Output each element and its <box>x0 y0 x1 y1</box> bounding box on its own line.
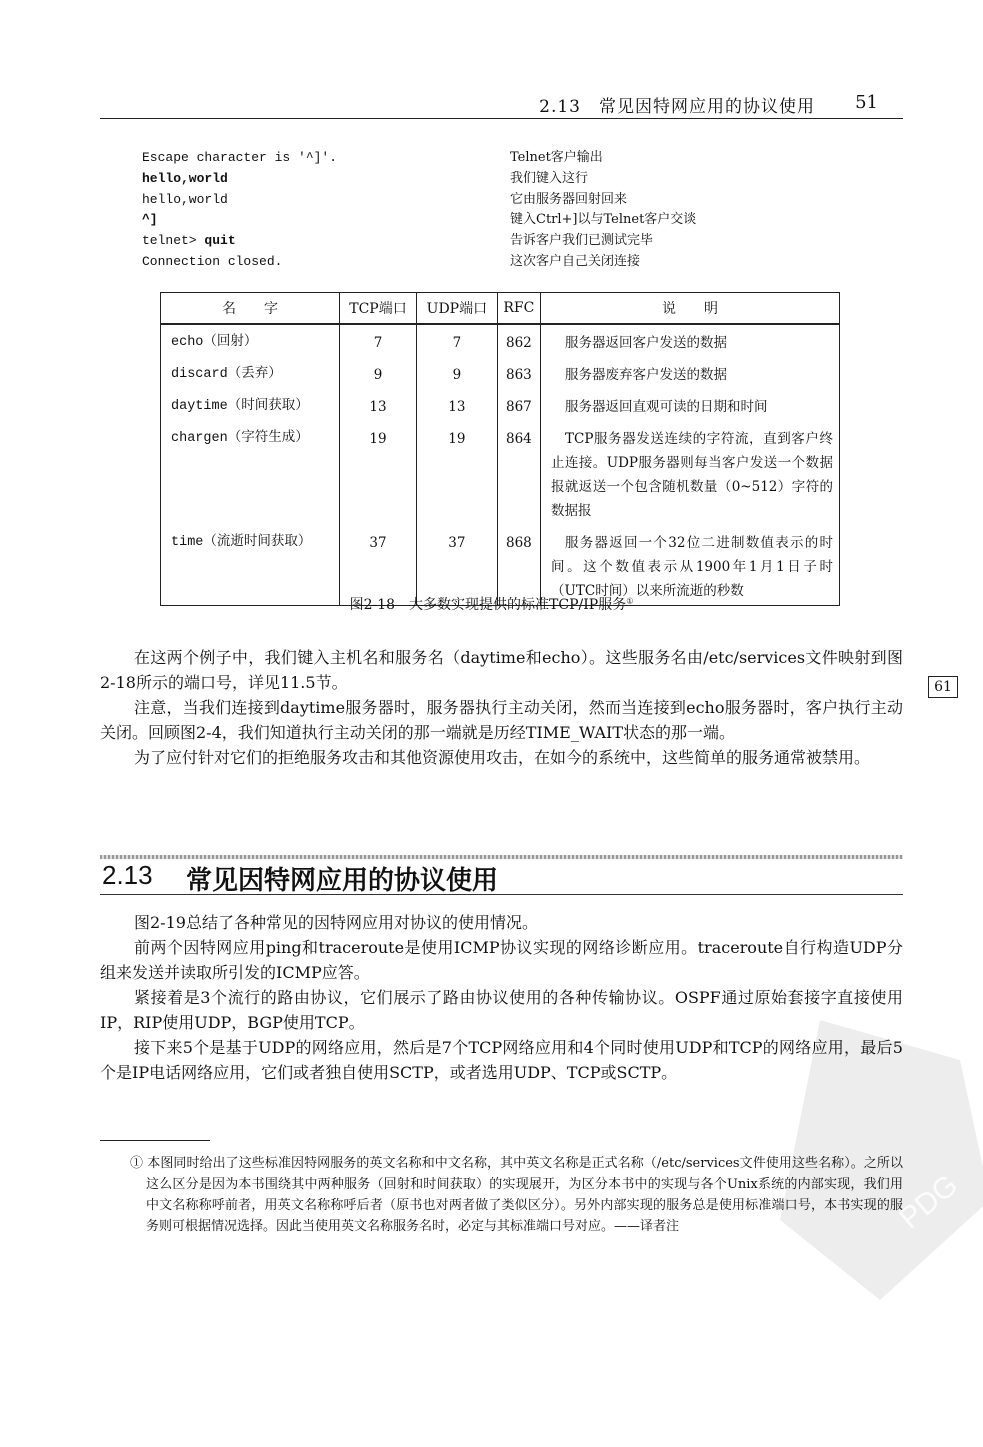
cell-desc: TCP服务器发送连续的字符流，直到客户终止连接。UDP服务器则每当客户发送一个数据报就返送一个包含随机数量（0~512）字符的数据报 <box>541 421 840 525</box>
cell-udp: 7 <box>416 324 497 357</box>
cell-rfc: 862 <box>497 324 540 357</box>
footnote-rule <box>100 1140 210 1141</box>
paragraph: 图2-19总结了各种常见的因特网应用对协议的使用情况。 <box>134 913 538 932</box>
terminal-transcript <box>142 148 337 273</box>
running-header-section: 2.13 常见因特网应用的协议使用 <box>539 97 815 117</box>
table-row <box>161 389 840 421</box>
cell-udp: 9 <box>416 357 497 389</box>
figure-caption <box>0 594 983 614</box>
paragraph: 接下来5个是基于UDP的网络应用，然后是7个TCP网络应用和4个同时使用UDP和TCP的网络应用，最后5个是IP电话网络应用，它们或者独自使用SCTP，或者选用UDP、TCP或SCTP。 <box>100 1038 903 1082</box>
cell-desc: 服务器废弃客户发送的数据 <box>541 357 840 389</box>
terminal-line: telnet> quit <box>142 233 236 249</box>
paragraph: 为了应付针对它们的拒绝服务攻击和其他资源使用攻击，在如今的系统中，这些简单的服务通常被禁用。 <box>134 748 871 767</box>
cell-udp: 19 <box>416 421 497 525</box>
footnote: ① 本图同时给出了这些标准因特网服务的英文名称和中文名称，其中英文名称是正式名称（/etc/services文件使用这些名称）。之所以这么区分是因为本书围绕其中两种服务（回射和时间获取）的实现展开，为区分本书中的实现与各个Unix系统的内部实现，我们用中文名称称呼前者，用英文名称称呼后者（原书也对两者做了类似区分）。另外内部实现的服务总是使用标准端口号，本书实现的服务则可根据情况选择。因此当使用英文名称服务名时，必定与其标准端口号对应。——译者注 <box>130 1156 903 1234</box>
column-header: 名 字 <box>161 293 340 325</box>
cell-tcp: 37 <box>340 525 417 606</box>
cell-name: daytime（时间获取） <box>161 389 340 421</box>
section-title: 常见因特网应用的协议使用 <box>186 865 499 895</box>
annotation: Telnet客户输出 <box>510 150 603 165</box>
cell-name: echo（回射） <box>161 324 340 357</box>
running-header <box>100 88 903 119</box>
cell-rfc: 868 <box>497 525 540 606</box>
watermark-logo <box>760 1000 983 1320</box>
body-text-top <box>100 645 903 770</box>
cell-rfc: 864 <box>497 421 540 525</box>
terminal-line: Escape character is '^]'. <box>142 150 338 165</box>
watermark-shape <box>780 1020 983 1300</box>
cell-tcp: 19 <box>340 421 417 525</box>
services-table <box>160 292 840 606</box>
cell-tcp: 9 <box>340 357 417 389</box>
annotation: 我们键入这行 <box>510 170 589 186</box>
cell-udp: 37 <box>416 525 497 606</box>
annotation: 键入Ctrl+]以与Telnet客户交谈 <box>510 212 697 228</box>
column-header: UDP端口 <box>416 293 497 325</box>
paragraph: 在这两个例子中，我们键入主机名和服务名（daytime和echo）。这些服务名由/etc/services文件映射到图2-18所示的端口号，详见11.5节。 <box>100 648 903 692</box>
cell-desc: 服务器返回直观可读的日期和时间 <box>541 389 840 421</box>
original-page-marker: 61 <box>928 676 958 698</box>
terminal-annotations <box>510 148 696 273</box>
column-header: 说 明 <box>541 293 840 325</box>
footnote-ref[interactable]: ① <box>626 596 634 606</box>
annotation: 它由服务器回射回来 <box>510 191 628 207</box>
cell-tcp: 7 <box>340 324 417 357</box>
table-row <box>161 324 840 357</box>
section-number: 2.13 <box>102 860 153 890</box>
column-header: RFC <box>497 293 540 325</box>
column-header: TCP端口 <box>340 293 417 325</box>
terminal-line: hello,world <box>142 170 228 186</box>
annotation: 这次客户自己关闭连接 <box>510 253 641 269</box>
paragraph: 前两个因特网应用ping和traceroute是使用ICMP协议实现的网络诊断应用。traceroute自行构造UDP分组来发送并读取所引发的ICMP应答。 <box>100 938 903 982</box>
cell-tcp: 13 <box>340 389 417 421</box>
annotation: 告诉客户我们已测试完毕 <box>510 233 654 249</box>
paragraph: 紧接着是3个流行的路由协议，它们展示了路由协议使用的各种传输协议。OSPF通过原始套接字直接使用IP，RIP使用UDP，BGP使用TCP。 <box>100 988 903 1032</box>
table-header-row <box>161 293 840 325</box>
caption-text: 图2-18 大多数实现提供的标准TCP/IP服务 <box>349 597 627 613</box>
cell-rfc: 867 <box>497 389 540 421</box>
cell-desc: 服务器返回一个32位二进制数值表示的时间。这个数值表示从1900年1月1日子时（UTC时间）以来所流逝的秒数 <box>541 525 840 606</box>
cell-udp: 13 <box>416 389 497 421</box>
terminal-line: Connection closed. <box>142 253 283 269</box>
paragraph: 注意，当我们连接到daytime服务器时，服务器执行主动关闭，然而当连接到echo服务器时，客户执行主动关闭。回顾图2-4，我们知道执行主动关闭的那一端就是历经TIME_WAIT状态的那一端。 <box>100 698 903 742</box>
table-row <box>161 421 840 525</box>
cell-name: time（流逝时间获取） <box>161 525 340 606</box>
page-number: 51 <box>855 92 878 113</box>
watermark-text: PDG <box>893 1168 965 1236</box>
section-heading <box>100 858 903 895</box>
cell-name: chargen（字符生成） <box>161 421 340 525</box>
cell-rfc: 863 <box>497 357 540 389</box>
terminal-line: ^] <box>142 212 158 228</box>
cell-name: discard（丢弃） <box>161 357 340 389</box>
terminal-line: hello,world <box>142 191 228 207</box>
table-row <box>161 357 840 389</box>
cell-desc: 服务器返回客户发送的数据 <box>541 324 840 357</box>
